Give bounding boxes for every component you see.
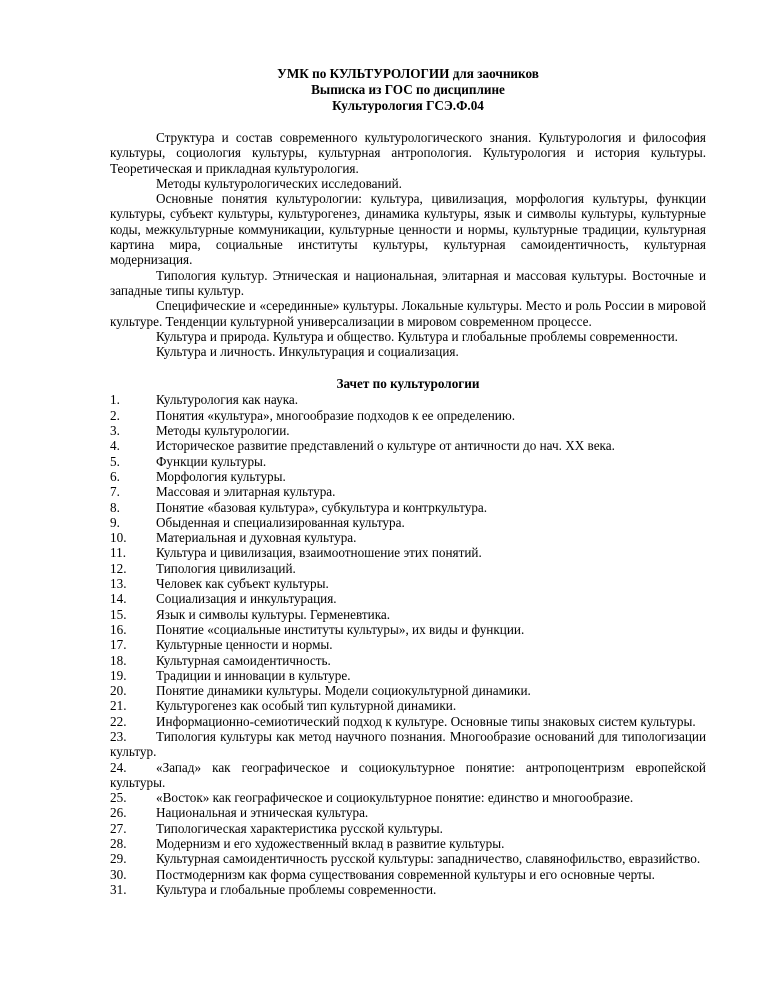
question-text: Язык и символы культуры. Герменевтика. — [156, 606, 391, 622]
question-text: Социализация и инкультурация. — [156, 591, 337, 607]
question-text: Человек как субъект культуры. — [156, 576, 329, 592]
header-discipline: Культурология ГСЭ.Ф.04 — [332, 98, 484, 113]
question-number: 28. — [110, 836, 127, 852]
question-text: Культура и цивилизация, взаимоотношение этих понятий. — [156, 545, 482, 561]
standard-paragraph: Культура и природа. Культура и общество. Культура и глобальные проблемы современности. — [156, 328, 678, 344]
standard-paragraph: Методы культурологических исследований. — [156, 175, 402, 191]
question-text: «Восток» как географическое и социокультурное понятие: единство и многообразие. — [156, 790, 634, 806]
question-item — [110, 469, 706, 484]
question-number: 30. — [110, 866, 127, 882]
question-item — [110, 530, 706, 545]
question-item — [110, 500, 706, 515]
question-number: 3. — [110, 423, 120, 439]
standard-paragraph: Основные понятия культурологии: культура, цивилизация, морфология культуры, функции культуры, субъект культуры, культурогенез, динамика культуры, язык и символы культуры, культурные коды, межкультурные коммуникации, культурные ценности и нормы, культурные традиции, культурная картина мира, социальные институты культуры, культурная самоидентичность, культурная модернизация. — [110, 191, 706, 268]
question-number: 6. — [110, 468, 120, 484]
question-text: Типология культуры как метод научного познания. Многообразие оснований для типологизации культур. — [110, 728, 706, 760]
question-text: «Запад» как географическое и социокультурное понятие: антропоцентризм европейской культуры. — [110, 759, 706, 790]
question-item — [110, 668, 706, 683]
header-title: УМК по КУЛЬТУРОЛОГИИ для заочников — [277, 66, 539, 81]
question-text: Культурная самоидентичность русской культуры: западничество, славянофильство, евразийство. — [156, 851, 701, 867]
question-item — [110, 821, 706, 836]
question-item — [110, 576, 706, 591]
question-number: 9. — [110, 514, 120, 530]
question-text: Культурогенез как особый тип культурной динамики. — [156, 698, 457, 714]
question-item — [110, 591, 706, 606]
standard-paragraph: Специфические и «серединные» культуры. Локальные культуры. Место и роль России в мировой культуре. Тенденции культурной универсализации в мировом современном процессе. — [110, 298, 706, 329]
question-number: 26. — [110, 805, 127, 821]
question-text: Информационно-семиотический подход к культуре. Основные типы знаковых систем культуры. — [156, 713, 696, 729]
question-text: Культурология как наука. — [156, 392, 299, 408]
header-subtitle: Выписка из ГОС по дисциплине — [311, 82, 505, 97]
question-item — [110, 698, 706, 713]
question-number: 24. — [110, 759, 127, 775]
question-item — [110, 637, 706, 652]
question-item — [110, 607, 706, 622]
question-list — [110, 392, 706, 897]
question-text: Культура и глобальные проблемы современности. — [156, 881, 437, 897]
question-text: Традиции и инновации в культуре. — [156, 667, 351, 683]
question-item — [110, 805, 706, 820]
question-number: 16. — [110, 621, 127, 637]
question-item — [110, 867, 706, 882]
question-text: Функции культуры. — [156, 453, 267, 469]
standard-paragraph: Культура и личность. Инкультурация и социализация. — [156, 344, 459, 360]
question-number: 31. — [110, 881, 127, 897]
standard-excerpt — [110, 130, 706, 359]
document-page — [110, 66, 706, 897]
standard-paragraph: Структура и состав современного культурологического знания. Культурология и философия культуры, социология культуры, культурная антропология. Культурология и история культуры. Теоретическая и прикладная культурология. — [110, 130, 706, 176]
question-item — [110, 438, 706, 453]
question-number: 8. — [110, 499, 120, 515]
question-item — [110, 454, 706, 469]
question-number: 5. — [110, 453, 120, 469]
question-item — [110, 790, 706, 805]
question-text: Модернизм и его художественный вклад в развитие культуры. — [156, 836, 505, 852]
question-number: 14. — [110, 591, 127, 607]
question-text: Типология цивилизаций. — [156, 560, 296, 576]
question-text: Материальная и духовная культура. — [156, 530, 357, 546]
question-item — [110, 760, 706, 791]
question-number: 27. — [110, 820, 127, 836]
zachet-heading: Зачет по культурологии — [336, 376, 480, 392]
question-number: 13. — [110, 576, 127, 592]
question-text: Культурные ценности и нормы. — [156, 637, 333, 653]
question-text: Постмодернизм как форма существования современной культуры и его основные черты. — [156, 866, 655, 882]
question-item — [110, 408, 706, 423]
question-number: 23. — [110, 728, 127, 744]
question-number: 11. — [110, 545, 126, 561]
question-text: Национальная и этническая культура. — [156, 805, 369, 821]
question-text: Методы культурологии. — [156, 423, 290, 439]
document-header — [110, 66, 706, 114]
question-number: 29. — [110, 851, 127, 867]
question-text: Понятие динамики культуры. Модели социокультурной динамики. — [156, 683, 531, 699]
question-number: 4. — [110, 438, 120, 454]
question-text: Культурная самоидентичность. — [156, 652, 331, 668]
question-item — [110, 545, 706, 560]
question-number: 7. — [110, 484, 120, 500]
question-number: 15. — [110, 606, 127, 622]
question-item — [110, 836, 706, 851]
question-item — [110, 423, 706, 438]
question-text: Морфология культуры. — [156, 468, 286, 484]
question-number: 18. — [110, 652, 127, 668]
question-item — [110, 653, 706, 668]
question-number: 17. — [110, 637, 127, 653]
question-item — [110, 882, 706, 897]
question-number: 22. — [110, 713, 127, 729]
question-text: Понятие «социальные институты культуры», их виды и функции. — [156, 621, 525, 637]
question-text: Типологическая характеристика русской культуры. — [156, 820, 443, 836]
question-item — [110, 714, 706, 729]
question-number: 2. — [110, 407, 120, 423]
question-number: 19. — [110, 667, 127, 683]
question-number: 21. — [110, 698, 127, 714]
question-item — [110, 515, 706, 530]
question-number: 10. — [110, 530, 127, 546]
question-item — [110, 683, 706, 698]
question-item — [110, 729, 706, 760]
question-item — [110, 561, 706, 576]
question-number: 25. — [110, 790, 127, 806]
question-text: Массовая и элитарная культура. — [156, 484, 336, 500]
question-item — [110, 622, 706, 637]
question-text: Понятие «базовая культура», субкультура и контркультура. — [156, 499, 488, 515]
question-text: Историческое развитие представлений о культуре от античности до нач. XX века. — [156, 438, 615, 454]
question-number: 1. — [110, 392, 120, 408]
question-item — [110, 851, 706, 866]
question-number: 20. — [110, 683, 127, 699]
question-text: Понятия «культура», многообразие подходов к ее определению. — [156, 407, 516, 423]
question-number: 12. — [110, 560, 127, 576]
standard-paragraph: Типология культур. Этническая и национальная, элитарная и массовая культуры. Восточные и западные типы культур. — [110, 267, 706, 298]
question-item — [110, 484, 706, 499]
question-text: Обыденная и специализированная культура. — [156, 514, 405, 530]
question-item — [110, 392, 706, 407]
